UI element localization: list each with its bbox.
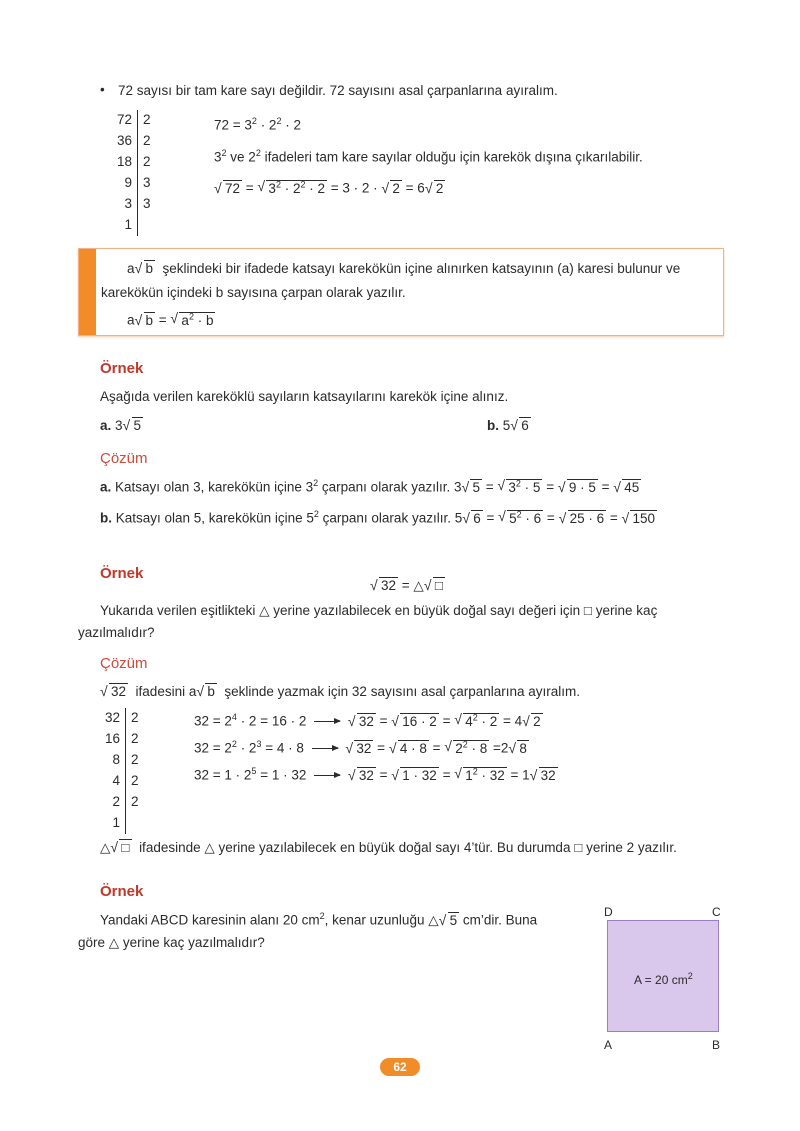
factor-row [101, 708, 143, 729]
dividend-cell: 2 [101, 792, 126, 813]
example-3-line-1: Yandaki ABCD karesinin alanı 20 $cm^2$, kenar uzunluğu △ √ 5 cm’dir. Buna [100, 911, 538, 928]
example-3-line-2: göre △ yerine kaç yazılmalıdır? [78, 935, 265, 950]
example-2-question-line-1: Yukarıda verilen eşitlikteki △ yerine yazılabilecek en büyük doğal sayı değeri için □ yerine kaç [100, 603, 658, 618]
divisor-cell: 2 [143, 154, 151, 169]
dividend-cell: 36 [113, 131, 138, 152]
dividend-cell: 9 [113, 173, 138, 194]
factor-table-72 [113, 110, 155, 236]
note-formula: a √ b = √ $a^2 \cdot b$ [127, 310, 214, 328]
example-2-heading: Örnek [100, 565, 144, 582]
divisor-cell: 2 [131, 794, 139, 809]
example-1-item-b: b. 5 √ 6 [487, 417, 529, 433]
dividend-cell: 4 [101, 771, 126, 792]
example-2-row-3: $32 = 1 \cdot 2^5 = 1 \cdot 32$ √ 32 = √ 1 · 32 = √ $1^2 \cdot 32 = 1$ √ 32 [194, 765, 556, 783]
factor-row [113, 152, 155, 173]
intro-text: 72 sayısı bir tam kare sayı değildir. 72 sayısını asal çarpanlarına ayıralım. [118, 83, 558, 98]
example-2-row-2: $32 = 2^2 \cdot 2^3 = 4 \cdot 8$ √ 32 = √ 4 · 8 = √ $2^2 \cdot 8 =2$ √ 8 [194, 738, 527, 756]
example-2-row-1: $32 = 2^4 \cdot 2 = 16 \cdot 2$ √ 32 = √ 16 · 2 = √ $4^2 \cdot 2 = 4$ √ 2 [194, 711, 541, 729]
example-1-heading: Örnek [100, 360, 144, 377]
corner-d-label: D [604, 905, 613, 919]
divisor-cell: 2 [131, 752, 139, 767]
intro-line-2: $3^2$ ve $2^2$ ifadeleri tam kare sayılar olduğu için karekök dışına çıkarılabilir. [214, 148, 643, 165]
corner-b-label: B [712, 1038, 721, 1052]
divisor-cell: 3 [143, 196, 151, 211]
intro-equation-3: √ 72 = √ $3^2 \cdot 2^2 \cdot 2 = 3 \cdot 2$ · √ 2 = 6 √ 2 [214, 178, 444, 196]
dividend-cell: 8 [101, 750, 126, 771]
divisor-cell: 2 [143, 133, 151, 148]
dividend-cell: 1 [113, 215, 138, 236]
example-2-conclusion: △ √ □ ifadesinde △ yerine yazılabilecek en büyük doğal sayı 4’tür. Bu durumda □ yerine 2 yazılır. [100, 839, 677, 855]
dividend-cell: 72 [113, 110, 138, 131]
corner-c-label: C [712, 905, 721, 919]
factor-row [113, 173, 155, 194]
example-2-solution-heading: Çözüm [100, 655, 148, 672]
note-line-2: karekökün içindeki b sayısına çarpan olarak yazılır. [101, 285, 406, 300]
square-area-label: A = 20 $cm^2$ [634, 971, 693, 987]
factor-row [113, 131, 155, 152]
factor-row [101, 729, 143, 750]
arrow-icon [314, 721, 340, 722]
factor-row [101, 750, 143, 771]
divisor-cell: 2 [131, 710, 139, 725]
intro-equation-1: $72 = 3^2 \cdot 2^2 \cdot 2$ [214, 116, 301, 133]
note-accent-bar [79, 249, 96, 335]
example-2-equation: √ 32 = △ √ □ [370, 577, 443, 593]
dividend-cell: 32 [101, 708, 126, 729]
example-1-item-a: a. 3 √ 5 [100, 417, 142, 433]
intro-bullet: • [100, 82, 105, 97]
dividend-cell: 16 [101, 729, 126, 750]
example-1-solution-b: b. Katsayı olan 5, karekökün içine $5^2$ çarpanı olarak yazılır. 5 √ 6 = √ $5^2 \cdot 6$ = √ 25 · 6 = √ 150 [100, 508, 656, 526]
example-1-solution-heading: Çözüm [100, 450, 148, 467]
factor-row [101, 792, 143, 813]
factor-row [113, 215, 155, 236]
example-2-question-line-2: yazılmalıdır? [78, 625, 155, 640]
factor-row [113, 110, 155, 131]
arrow-icon [312, 748, 338, 749]
example-1-question: Aşağıda verilen kareköklü sayıların katsayılarını karekök içine alınız. [100, 389, 509, 404]
divisor-cell [126, 813, 143, 834]
example-3-heading: Örnek [100, 883, 144, 900]
factor-row [101, 771, 143, 792]
note-line-1: a √ b şeklindeki bir ifadede katsayı karekökün içine alınırken katsayının (a) karesi bulunur ve [127, 260, 681, 276]
square-abcd-figure [607, 920, 719, 1032]
factor-row [113, 194, 155, 215]
dividend-cell: 18 [113, 152, 138, 173]
divisor-cell: 2 [131, 773, 139, 788]
arrow-icon [314, 775, 340, 776]
rule-note-box [78, 248, 724, 336]
dividend-cell: 3 [113, 194, 138, 215]
example-2-intro: √ 32 ifadesini a √ b şeklinde yazmak için 32 sayısını asal çarpanlarına ayıralım. [100, 683, 581, 699]
factor-table-32 [101, 708, 143, 834]
page-number-badge: 62 [380, 1058, 420, 1076]
factor-row [101, 813, 143, 834]
dividend-cell: 1 [101, 813, 126, 834]
divisor-cell: 3 [143, 175, 151, 190]
divisor-cell: 2 [143, 112, 151, 127]
divisor-cell: 2 [131, 731, 139, 746]
divisor-cell [138, 215, 155, 236]
corner-a-label: A [604, 1038, 613, 1052]
example-1-solution-a: a. Katsayı olan 3, karekökün içine $3^2$ çarpanı olarak yazılır. 3 √ 5 = √ $3^2 \cdot 5$ = √ 9 · 5 = √ 45 [100, 477, 640, 495]
